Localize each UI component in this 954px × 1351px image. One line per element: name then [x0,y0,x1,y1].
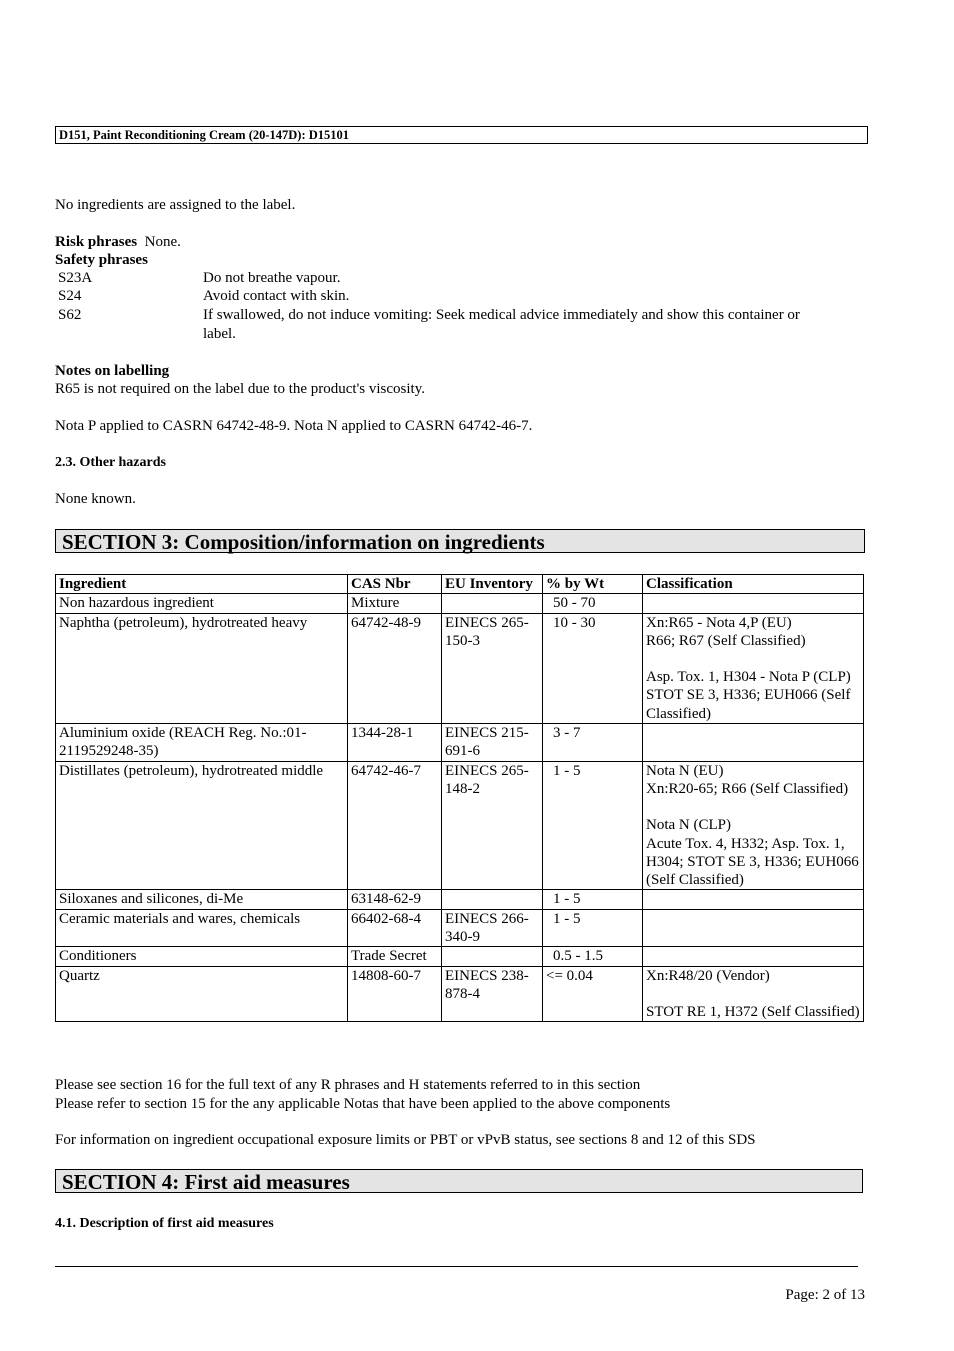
classification-line: R66; R67 (Self Classified) [646,632,806,649]
eu-cell: EINECS 265-150-3 [442,613,543,723]
classification-cell [643,613,864,723]
percent-cell: 1 - 5 [543,909,643,947]
section-3-note-1: Please see section 16 for the full text of any R phrases and H statements referred to in this section [55,1077,641,1093]
percent-cell: 1 - 5 [543,761,643,890]
column-header-eu-inventory: EU Inventory [442,575,543,594]
cas-cell: Trade Secret [348,947,442,966]
labelling-note-1: R65 is not required on the label due to the product's viscosity. [55,381,425,397]
cas-cell: 1344-28-1 [348,724,442,762]
percent-cell: 50 - 70 [543,594,643,613]
table-row [56,966,864,1022]
eu-cell [442,890,543,909]
classification-cell [643,947,864,966]
percent-cell: <= 0.04 [543,966,643,1022]
safety-text: Avoid contact with skin. [203,288,350,304]
percent-cell: 1 - 5 [543,890,643,909]
table-row [56,890,864,909]
percent-cell: 3 - 7 [543,724,643,762]
table-row [56,613,864,723]
ingredient-cell: Naphtha (petroleum), hydrotreated heavy [56,613,348,723]
table-row [56,947,864,966]
cas-cell: 66402-68-4 [348,909,442,947]
ingredient-cell: Conditioners [56,947,348,966]
classification-line: Xn:R48/20 (Vendor) [646,967,770,984]
eu-cell: EINECS 238-878-4 [442,966,543,1022]
column-header-ingredient: Ingredient [56,575,348,594]
classification-line: STOT RE 1, H372 (Self Classified) [646,1003,860,1020]
cas-cell: 14808-60-7 [348,966,442,1022]
section-3-note-2: Please refer to section 15 for the any applicable Notas that have been applied to the above components [55,1096,671,1112]
ingredient-cell: Aluminium oxide (REACH Reg. No.:01-2119529248-35) [56,724,348,762]
classification-cell [643,966,864,1022]
classification-line: Nota N (CLP) [646,817,731,834]
section-3-title: SECTION 3: Composition/information on ingredients [55,529,865,553]
eu-cell [442,947,543,966]
column-header-classification: Classification [643,575,864,594]
ingredient-cell: Non hazardous ingredient [56,594,348,613]
classification-line: Xn:R20-65; R66 (Self Classified) [646,780,849,797]
ingredient-cell: Quartz [56,966,348,1022]
document-header: D151, Paint Reconditioning Cream (20-147D): D15101 [55,126,868,144]
classification-cell [643,761,864,890]
safety-text-continued: label. [203,326,236,342]
other-hazards-heading: 2.3. Other hazards [55,455,166,470]
column-header-cas: CAS Nbr [348,575,442,594]
safety-phrases-label: Safety phrases [55,252,148,268]
classification-line: Nota N (EU) [646,762,724,779]
ingredient-cell: Ceramic materials and wares, chemicals [56,909,348,947]
safety-text: Do not breathe vapour. [203,270,341,286]
classification-line: Acute Tox. 4, H332; Asp. Tox. 1, H304; STOT SE 3, H336; EUH066 (Self Classified) [646,835,859,889]
footer-divider [55,1266,858,1267]
ingredients-table [55,574,864,1022]
eu-cell: EINECS 266-340-9 [442,909,543,947]
eu-cell: EINECS 265-148-2 [442,761,543,890]
cas-cell: 64742-46-7 [348,761,442,890]
classification-line: STOT SE 3, H336; EUH066 (Self Classified) [646,687,851,722]
safety-code: S62 [58,307,82,323]
section-4-title: SECTION 4: First aid measures [55,1169,863,1193]
percent-cell: 10 - 30 [543,613,643,723]
table-header-row [56,575,864,594]
cas-cell: 63148-62-9 [348,890,442,909]
classification-line: Asp. Tox. 1, H304 - Nota P (CLP) [646,669,851,686]
labelling-note-2: Nota P applied to CASRN 64742-48-9. Nota N applied to CASRN 64742-46-7. [55,418,533,434]
classification-cell [643,909,864,947]
ingredient-cell: Siloxanes and silicones, di-Me [56,890,348,909]
risk-phrases-value: None. [144,234,181,250]
label-note: No ingredients are assigned to the label. [55,197,296,213]
other-hazards-text: None known. [55,491,136,507]
ingredient-cell: Distillates (petroleum), hydrotreated middle [56,761,348,890]
eu-cell: EINECS 215-691-6 [442,724,543,762]
classification-cell [643,594,864,613]
safety-code: S24 [58,288,82,304]
classification-cell [643,890,864,909]
table-row [56,724,864,762]
risk-phrases-label: Risk phrases [55,234,138,250]
eu-cell [442,594,543,613]
section-4-subheading: 4.1. Description of first aid measures [55,1216,274,1231]
safety-code: S23A [58,270,93,286]
classification-line: Xn:R65 - Nota 4,P (EU) [646,614,792,631]
cas-cell: 64742-48-9 [348,613,442,723]
column-header-percent: % by Wt [543,575,643,594]
cas-cell: Mixture [348,594,442,613]
table-row [56,909,864,947]
safety-text: If swallowed, do not induce vomiting: Seek medical advice immediately and show this container or [203,307,800,323]
page-number: Page: 2 of 13 [785,1287,865,1303]
percent-cell: 0.5 - 1.5 [543,947,643,966]
table-row [56,594,864,613]
section-3-note-3: For information on ingredient occupational exposure limits or PBT or vPvB status, see sections 8 and 12 of this SDS [55,1132,756,1148]
table-row [56,761,864,890]
risk-phrases [55,233,181,251]
labelling-heading: Notes on labelling [55,363,170,379]
classification-cell [643,724,864,762]
